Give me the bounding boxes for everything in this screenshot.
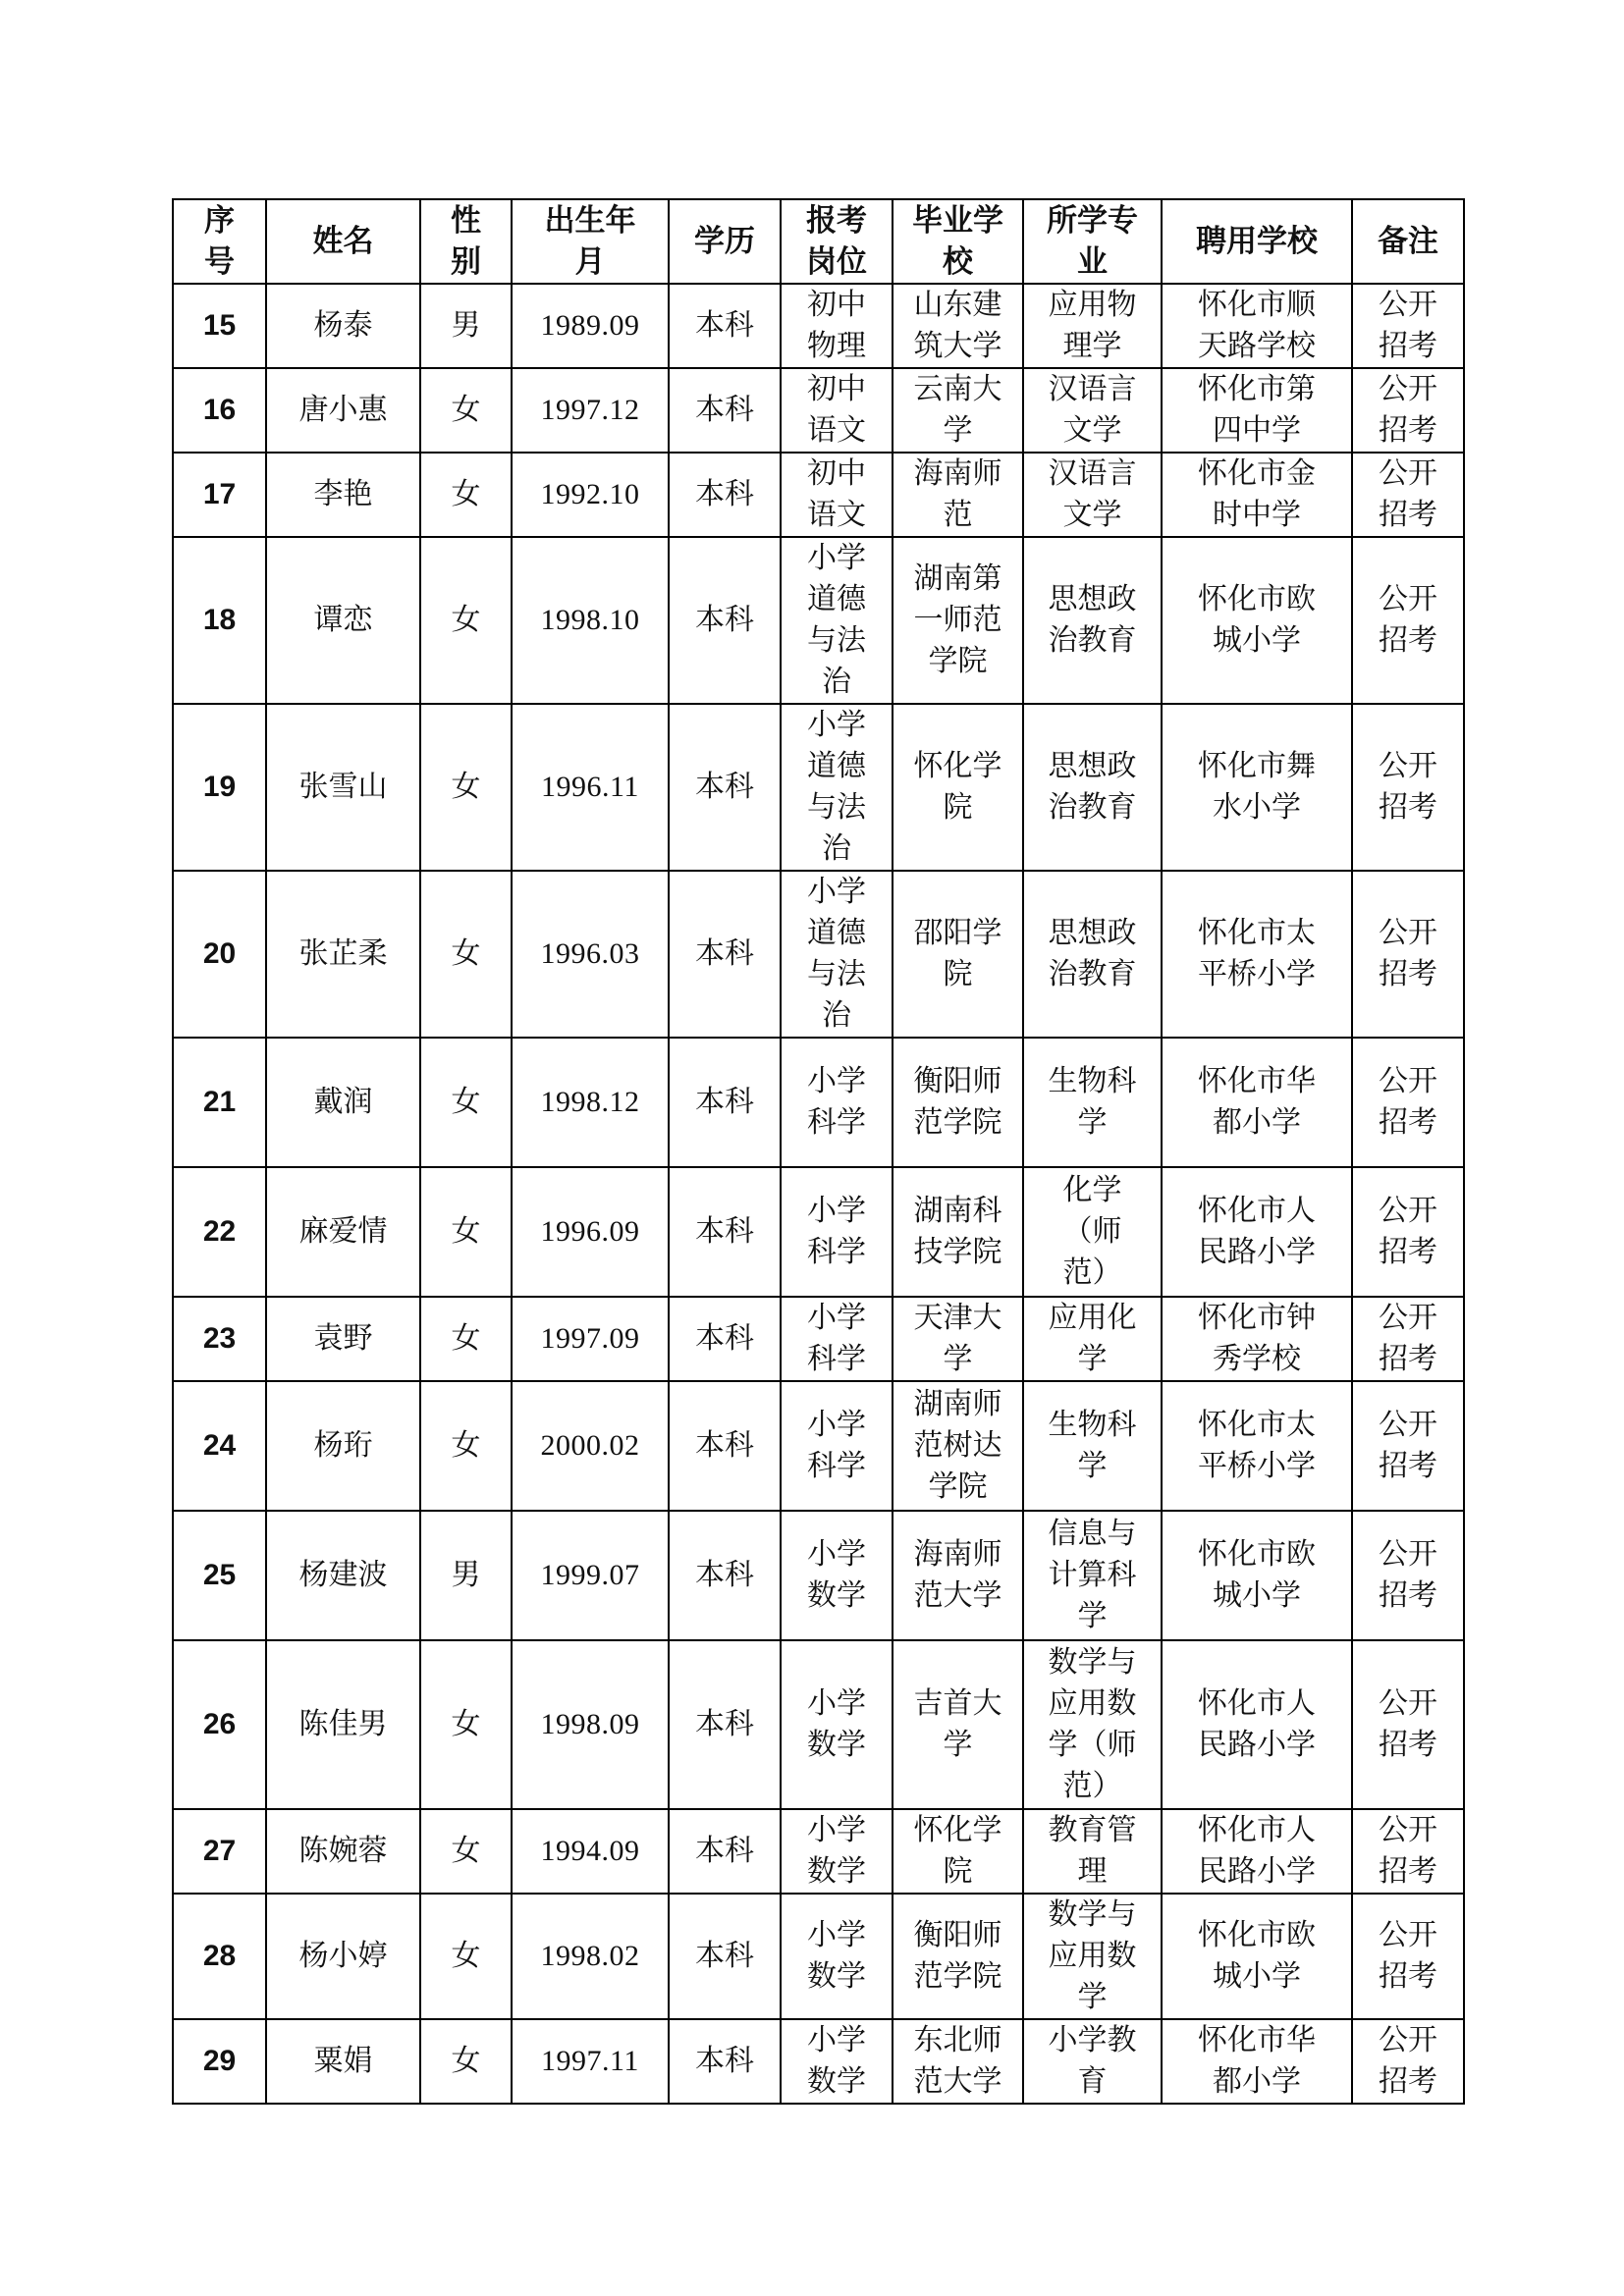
cell-major: 教育管 理 [1023, 1809, 1162, 1894]
cell-gender: 女 [420, 1381, 512, 1511]
cell-gender: 女 [420, 1038, 512, 1167]
header-post: 报考 岗位 [781, 199, 893, 284]
cell-school: 怀化学 院 [893, 1809, 1023, 1894]
cell-school: 天津大 学 [893, 1297, 1023, 1381]
cell-name: 谭恋 [266, 537, 420, 704]
cell-post: 小学 数学 [781, 1640, 893, 1809]
cell-education: 本科 [669, 453, 781, 537]
cell-education: 本科 [669, 284, 781, 368]
cell-post: 小学 科学 [781, 1381, 893, 1511]
cell-education: 本科 [669, 704, 781, 871]
cell-seq: 29 [173, 2019, 266, 2104]
cell-name: 杨小婷 [266, 1894, 420, 2019]
cell-employer: 怀化市太 平桥小学 [1162, 871, 1352, 1038]
cell-gender: 男 [420, 1511, 512, 1640]
cell-seq: 19 [173, 704, 266, 871]
cell-employer: 怀化市人 民路小学 [1162, 1809, 1352, 1894]
cell-birth: 1998.12 [512, 1038, 669, 1167]
cell-note: 公开 招考 [1352, 1167, 1464, 1297]
cell-employer: 怀化市舞 水小学 [1162, 704, 1352, 871]
cell-employer: 怀化市欧 城小学 [1162, 1894, 1352, 2019]
table-row [173, 1640, 1464, 1809]
cell-seq: 16 [173, 368, 266, 453]
cell-education: 本科 [669, 2019, 781, 2104]
cell-note: 公开 招考 [1352, 1381, 1464, 1511]
cell-name: 李艳 [266, 453, 420, 537]
table-row [173, 1894, 1464, 2019]
cell-school: 怀化学 院 [893, 704, 1023, 871]
cell-employer: 怀化市人 民路小学 [1162, 1167, 1352, 1297]
cell-education: 本科 [669, 1809, 781, 1894]
cell-note: 公开 招考 [1352, 871, 1464, 1038]
cell-name: 粟娟 [266, 2019, 420, 2104]
cell-employer: 怀化市金 时中学 [1162, 453, 1352, 537]
cell-school: 东北师 范大学 [893, 2019, 1023, 2104]
cell-gender: 女 [420, 2019, 512, 2104]
cell-major: 小学教 育 [1023, 2019, 1162, 2104]
cell-gender: 女 [420, 1640, 512, 1809]
cell-major: 应用物 理学 [1023, 284, 1162, 368]
cell-note: 公开 招考 [1352, 2019, 1464, 2104]
table-row [173, 1381, 1464, 1511]
cell-birth: 1998.09 [512, 1640, 669, 1809]
cell-seq: 15 [173, 284, 266, 368]
cell-seq: 24 [173, 1381, 266, 1511]
cell-name: 杨珩 [266, 1381, 420, 1511]
cell-post: 小学 数学 [781, 1809, 893, 1894]
cell-seq: 20 [173, 871, 266, 1038]
header-name: 姓名 [266, 199, 420, 284]
cell-post: 初中 物理 [781, 284, 893, 368]
cell-note: 公开 招考 [1352, 1038, 1464, 1167]
cell-post: 小学 数学 [781, 1511, 893, 1640]
table-row [173, 1297, 1464, 1381]
table-row [173, 1511, 1464, 1640]
header-education: 学历 [669, 199, 781, 284]
cell-major: 汉语言 文学 [1023, 453, 1162, 537]
cell-birth: 1992.10 [512, 453, 669, 537]
cell-major: 汉语言 文学 [1023, 368, 1162, 453]
cell-school: 海南师 范 [893, 453, 1023, 537]
header-note: 备注 [1352, 199, 1464, 284]
cell-name: 唐小惠 [266, 368, 420, 453]
table-row [173, 1809, 1464, 1894]
table-row [173, 704, 1464, 871]
cell-post: 初中 语文 [781, 453, 893, 537]
header-school: 毕业学 校 [893, 199, 1023, 284]
cell-seq: 26 [173, 1640, 266, 1809]
cell-seq: 22 [173, 1167, 266, 1297]
cell-seq: 23 [173, 1297, 266, 1381]
table-row [173, 1167, 1464, 1297]
cell-note: 公开 招考 [1352, 284, 1464, 368]
cell-post: 小学 数学 [781, 1894, 893, 2019]
cell-employer: 怀化市人 民路小学 [1162, 1640, 1352, 1809]
cell-major: 思想政 治教育 [1023, 537, 1162, 704]
cell-employer: 怀化市欧 城小学 [1162, 537, 1352, 704]
cell-post: 小学 科学 [781, 1038, 893, 1167]
cell-school: 山东建 筑大学 [893, 284, 1023, 368]
cell-birth: 1996.09 [512, 1167, 669, 1297]
cell-birth: 1998.02 [512, 1894, 669, 2019]
cell-school: 衡阳师 范学院 [893, 1038, 1023, 1167]
cell-note: 公开 招考 [1352, 704, 1464, 871]
cell-major: 生物科 学 [1023, 1381, 1162, 1511]
cell-note: 公开 招考 [1352, 1809, 1464, 1894]
cell-birth: 1989.09 [512, 284, 669, 368]
cell-seq: 25 [173, 1511, 266, 1640]
cell-name: 张雪山 [266, 704, 420, 871]
table-row [173, 284, 1464, 368]
cell-education: 本科 [669, 1381, 781, 1511]
cell-major: 数学与 应用数 学（师 范） [1023, 1640, 1162, 1809]
cell-post: 小学 道德 与法 治 [781, 704, 893, 871]
cell-gender: 女 [420, 453, 512, 537]
cell-post: 小学 数学 [781, 2019, 893, 2104]
teacher-recruitment-table [172, 198, 1465, 2105]
cell-employer: 怀化市顺 天路学校 [1162, 284, 1352, 368]
cell-post: 小学 道德 与法 治 [781, 537, 893, 704]
cell-birth: 1996.03 [512, 871, 669, 1038]
cell-birth: 1994.09 [512, 1809, 669, 1894]
cell-education: 本科 [669, 1297, 781, 1381]
cell-seq: 18 [173, 537, 266, 704]
cell-birth: 1997.11 [512, 2019, 669, 2104]
cell-seq: 21 [173, 1038, 266, 1167]
cell-gender: 女 [420, 704, 512, 871]
cell-school: 湖南第 一师范 学院 [893, 537, 1023, 704]
cell-employer: 怀化市第 四中学 [1162, 368, 1352, 453]
cell-note: 公开 招考 [1352, 453, 1464, 537]
cell-name: 杨建波 [266, 1511, 420, 1640]
cell-note: 公开 招考 [1352, 537, 1464, 704]
cell-birth: 1999.07 [512, 1511, 669, 1640]
header-birth: 出生年 月 [512, 199, 669, 284]
cell-school: 湖南师 范树达 学院 [893, 1381, 1023, 1511]
cell-employer: 怀化市华 都小学 [1162, 1038, 1352, 1167]
cell-seq: 17 [173, 453, 266, 537]
cell-seq: 27 [173, 1809, 266, 1894]
cell-employer: 怀化市欧 城小学 [1162, 1511, 1352, 1640]
cell-gender: 女 [420, 871, 512, 1038]
cell-education: 本科 [669, 1167, 781, 1297]
cell-education: 本科 [669, 1640, 781, 1809]
cell-school: 吉首大 学 [893, 1640, 1023, 1809]
cell-name: 陈佳男 [266, 1640, 420, 1809]
table-row [173, 453, 1464, 537]
cell-education: 本科 [669, 1511, 781, 1640]
header-seq: 序 号 [173, 199, 266, 284]
table-row [173, 368, 1464, 453]
cell-birth: 1997.09 [512, 1297, 669, 1381]
cell-birth: 1997.12 [512, 368, 669, 453]
cell-major: 思想政 治教育 [1023, 871, 1162, 1038]
cell-birth: 1998.10 [512, 537, 669, 704]
cell-school: 湖南科 技学院 [893, 1167, 1023, 1297]
cell-birth: 2000.02 [512, 1381, 669, 1511]
cell-major: 应用化 学 [1023, 1297, 1162, 1381]
cell-major: 生物科 学 [1023, 1038, 1162, 1167]
cell-note: 公开 招考 [1352, 1640, 1464, 1809]
cell-school: 云南大 学 [893, 368, 1023, 453]
cell-gender: 女 [420, 1894, 512, 2019]
cell-gender: 男 [420, 284, 512, 368]
header-employer: 聘用学校 [1162, 199, 1352, 284]
cell-school: 衡阳师 范学院 [893, 1894, 1023, 2019]
cell-education: 本科 [669, 368, 781, 453]
cell-school: 海南师 范大学 [893, 1511, 1023, 1640]
cell-major: 思想政 治教育 [1023, 704, 1162, 871]
cell-gender: 女 [420, 1167, 512, 1297]
table-row [173, 1038, 1464, 1167]
cell-education: 本科 [669, 1038, 781, 1167]
cell-gender: 女 [420, 1809, 512, 1894]
cell-post: 小学 道德 与法 治 [781, 871, 893, 1038]
cell-education: 本科 [669, 871, 781, 1038]
cell-education: 本科 [669, 1894, 781, 2019]
table-row [173, 2019, 1464, 2104]
cell-note: 公开 招考 [1352, 1894, 1464, 2019]
cell-education: 本科 [669, 537, 781, 704]
cell-major: 数学与 应用数 学 [1023, 1894, 1162, 2019]
cell-employer: 怀化市华 都小学 [1162, 2019, 1352, 2104]
cell-gender: 女 [420, 368, 512, 453]
cell-post: 小学 科学 [781, 1297, 893, 1381]
cell-birth: 1996.11 [512, 704, 669, 871]
cell-note: 公开 招考 [1352, 368, 1464, 453]
cell-name: 陈婉蓉 [266, 1809, 420, 1894]
cell-gender: 女 [420, 537, 512, 704]
cell-name: 戴润 [266, 1038, 420, 1167]
cell-name: 杨泰 [266, 284, 420, 368]
table-header-row [173, 199, 1464, 284]
cell-post: 初中 语文 [781, 368, 893, 453]
table-row [173, 537, 1464, 704]
cell-school: 邵阳学 院 [893, 871, 1023, 1038]
cell-name: 张芷柔 [266, 871, 420, 1038]
cell-name: 袁野 [266, 1297, 420, 1381]
cell-major: 化学 （师 范） [1023, 1167, 1162, 1297]
header-major: 所学专 业 [1023, 199, 1162, 284]
cell-employer: 怀化市太 平桥小学 [1162, 1381, 1352, 1511]
header-gender: 性 别 [420, 199, 512, 284]
cell-name: 麻爱情 [266, 1167, 420, 1297]
cell-employer: 怀化市钟 秀学校 [1162, 1297, 1352, 1381]
cell-gender: 女 [420, 1297, 512, 1381]
table-body [173, 284, 1464, 2104]
cell-note: 公开 招考 [1352, 1511, 1464, 1640]
cell-major: 信息与 计算科 学 [1023, 1511, 1162, 1640]
cell-post: 小学 科学 [781, 1167, 893, 1297]
cell-note: 公开 招考 [1352, 1297, 1464, 1381]
table-row [173, 871, 1464, 1038]
cell-seq: 28 [173, 1894, 266, 2019]
